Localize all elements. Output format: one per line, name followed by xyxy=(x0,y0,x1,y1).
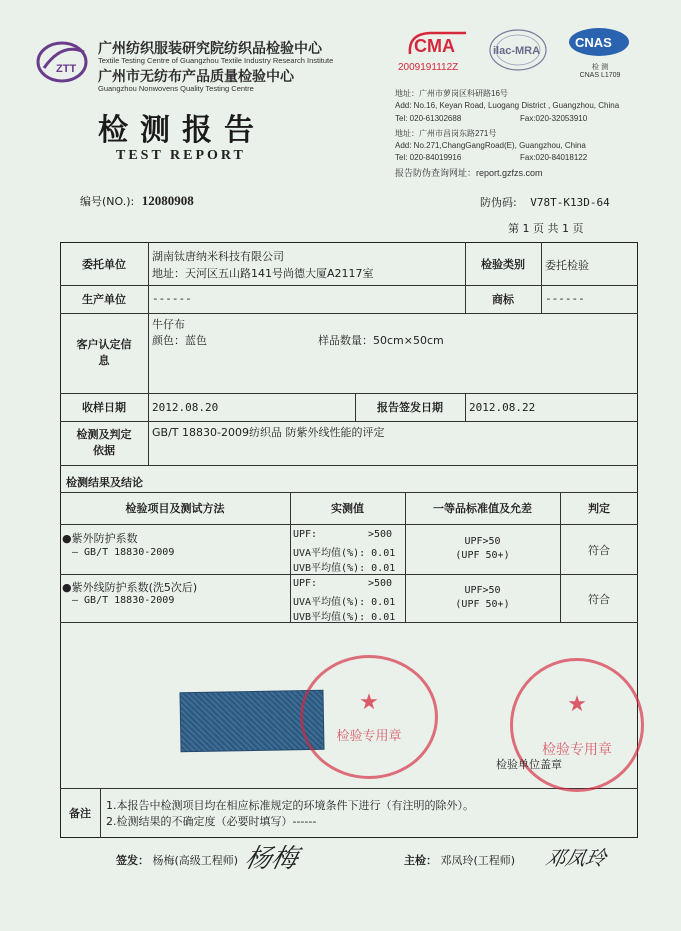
result-1-method: — GB/T 18830-2009 xyxy=(72,547,175,558)
producer-label: 生产单位 xyxy=(82,293,126,306)
result-2-upf-value: >500 xyxy=(368,578,393,589)
institute-logo xyxy=(34,38,94,84)
anti-counterfeit xyxy=(480,194,610,210)
issue-date-label: 报告签发日期 xyxy=(377,401,443,414)
result-1-item: ●紫外防护系数 xyxy=(62,532,138,545)
result-2-item: ●紫外线防护系数(洗5次后) xyxy=(62,581,198,594)
result-1-upf-label: UPF: xyxy=(293,529,318,540)
test-type-value: 委托检验 xyxy=(545,259,589,272)
org2-cn: 广州市无纺布产品质量检验中心 xyxy=(98,69,294,85)
title-en: TEST REPORT xyxy=(116,148,246,163)
anti-counterfeit-label: 防伪码: xyxy=(480,196,517,209)
col-header-measured: 实测值 xyxy=(331,502,364,515)
remarks-label: 备注 xyxy=(69,807,91,820)
issuer-name: 杨梅(高级工程师) xyxy=(152,854,239,867)
result-2-upf-label: UPF: xyxy=(293,578,318,589)
report-number xyxy=(80,193,194,209)
result-1-uvb: UVB平均值(%): 0.01 xyxy=(293,563,396,574)
address1-cn: 地址：广州市萝岗区科研路16号 xyxy=(395,89,508,98)
cma-logo xyxy=(400,28,476,74)
svg-text:CNAS: CNAS xyxy=(575,35,612,50)
stamp-star-icon: ★ xyxy=(359,690,379,715)
basis-value: GB/T 18830-2009纺织品 防紫外线性能的评定 xyxy=(152,426,385,439)
report-number-label: 编号(NO.): xyxy=(80,195,135,208)
remarks-line1: 1.本报告中检测项目均在相应标准规定的环境条件下进行（有注明的除外）。 xyxy=(106,799,474,812)
stamp-left-label: 检验专用章 xyxy=(336,729,402,744)
client-label: 委托单位 xyxy=(82,257,126,271)
org1-en: Textile Testing Centre of Guangzhou Textile Industry Research Institute xyxy=(98,56,334,65)
cma-number: 2009191112Z xyxy=(398,62,459,73)
producer-value: ------ xyxy=(152,292,192,305)
receive-date-label: 收样日期 xyxy=(82,401,126,414)
result-2-verdict: 符合 xyxy=(588,593,610,606)
client-name: 湖南钛唐纳米科技有限公司 xyxy=(152,250,284,263)
address2-cn: 地址：广州市昌岗东路271号 xyxy=(395,129,497,138)
issuer-label: 签发： xyxy=(116,854,149,867)
issue-date-value: 2012.08.22 xyxy=(469,401,536,414)
result-2-method: — GB/T 18830-2009 xyxy=(72,595,175,606)
org2-en: Guangzhou Nonwovens Quality Testing Centre xyxy=(98,84,254,93)
result-1-std2: (UPF 50+) xyxy=(455,550,510,561)
cnas-logo xyxy=(565,26,635,82)
tel2: Tel: 020-84019916 xyxy=(395,153,462,162)
tester-label: 主检： xyxy=(404,854,437,867)
address1-en: Add: No.16, Keyan Road, Luogang District , Guangzhou, China xyxy=(395,101,620,110)
result-1-uva: UVA平均值(%): 0.01 xyxy=(293,548,396,559)
client-address: 地址：天河区五山路141号尚德大厦A2117室 xyxy=(152,267,374,280)
sample-color: 颜色：蓝色 xyxy=(152,334,207,347)
issuer xyxy=(116,852,238,868)
sample-quantity: 样品数量：50cm×50cm xyxy=(318,334,444,347)
tester-signature: 邓凤玲 xyxy=(543,846,609,870)
issuer-signature: 杨梅 xyxy=(242,844,301,874)
brand-value: ------ xyxy=(545,292,585,305)
svg-text:ilac-MRA: ilac-MRA xyxy=(493,45,541,57)
stamp-star-icon: ★ xyxy=(567,691,587,717)
address2-en: Add: No.271,ChangGangRoad(E), Guangzhou, China xyxy=(395,141,586,150)
fax2: Fax:020-84018122 xyxy=(520,153,588,162)
inspection-stamp-left xyxy=(300,655,438,779)
receive-date-value: 2012.08.20 xyxy=(152,401,219,414)
tel1: Tel: 020-61302688 xyxy=(395,114,462,123)
svg-text:CMA: CMA xyxy=(414,36,455,56)
remarks-line2: 2.检测结果的不确定度（必要时填写）------ xyxy=(106,815,317,828)
tester-name: 邓凤玲(工程师) xyxy=(440,854,516,867)
result-1-upf-value: >500 xyxy=(368,529,393,540)
title-cn: 检测报告 xyxy=(98,113,266,148)
cnas-sub: 检 测 xyxy=(591,63,609,71)
anti-counterfeit-value: V78T-K13D-64 xyxy=(530,196,610,209)
result-2-std1: UPF>50 xyxy=(464,585,501,596)
col-header-standard: 一等品标准值及允差 xyxy=(433,502,532,515)
result-2-uva: UVA平均值(%): 0.01 xyxy=(293,597,396,608)
org1-cn: 广州纺织服装研究院纺织品检验中心 xyxy=(98,41,322,57)
basis-label: 检测及判定依据 xyxy=(76,428,132,457)
website: 报告防伪查询网址：report.gzfzs.com xyxy=(395,168,543,178)
brand-label: 商标 xyxy=(492,293,514,306)
results-label: 检测结果及结论 xyxy=(66,476,143,489)
sample-name: 牛仔布 xyxy=(152,318,185,331)
client-info-label: 客户认定信息 xyxy=(76,338,132,367)
result-1-std1: UPF>50 xyxy=(464,536,501,547)
ilac-mra-logo xyxy=(487,28,549,74)
cnas-number: CNAS L1709 xyxy=(579,72,621,79)
stamp-right-label: 检验专用章 xyxy=(542,741,612,758)
result-2-uvb: UVB平均值(%): 0.01 xyxy=(293,612,396,623)
fax1: Fax:020-32053910 xyxy=(520,114,588,123)
page-indicator: 第 1 页 共 1 页 xyxy=(508,222,584,235)
tester xyxy=(404,852,515,868)
col-header-verdict: 判定 xyxy=(588,502,610,515)
test-type-label: 检验类别 xyxy=(481,257,525,271)
seal-label: 检验单位盖章 xyxy=(496,758,562,771)
col-header-item: 检验项目及测试方法 xyxy=(125,502,225,515)
report-number-value: 12080908 xyxy=(141,193,194,208)
svg-text:ZTT: ZTT xyxy=(56,63,77,75)
result-1-verdict: 符合 xyxy=(588,544,610,557)
result-2-std2: (UPF 50+) xyxy=(455,599,510,610)
